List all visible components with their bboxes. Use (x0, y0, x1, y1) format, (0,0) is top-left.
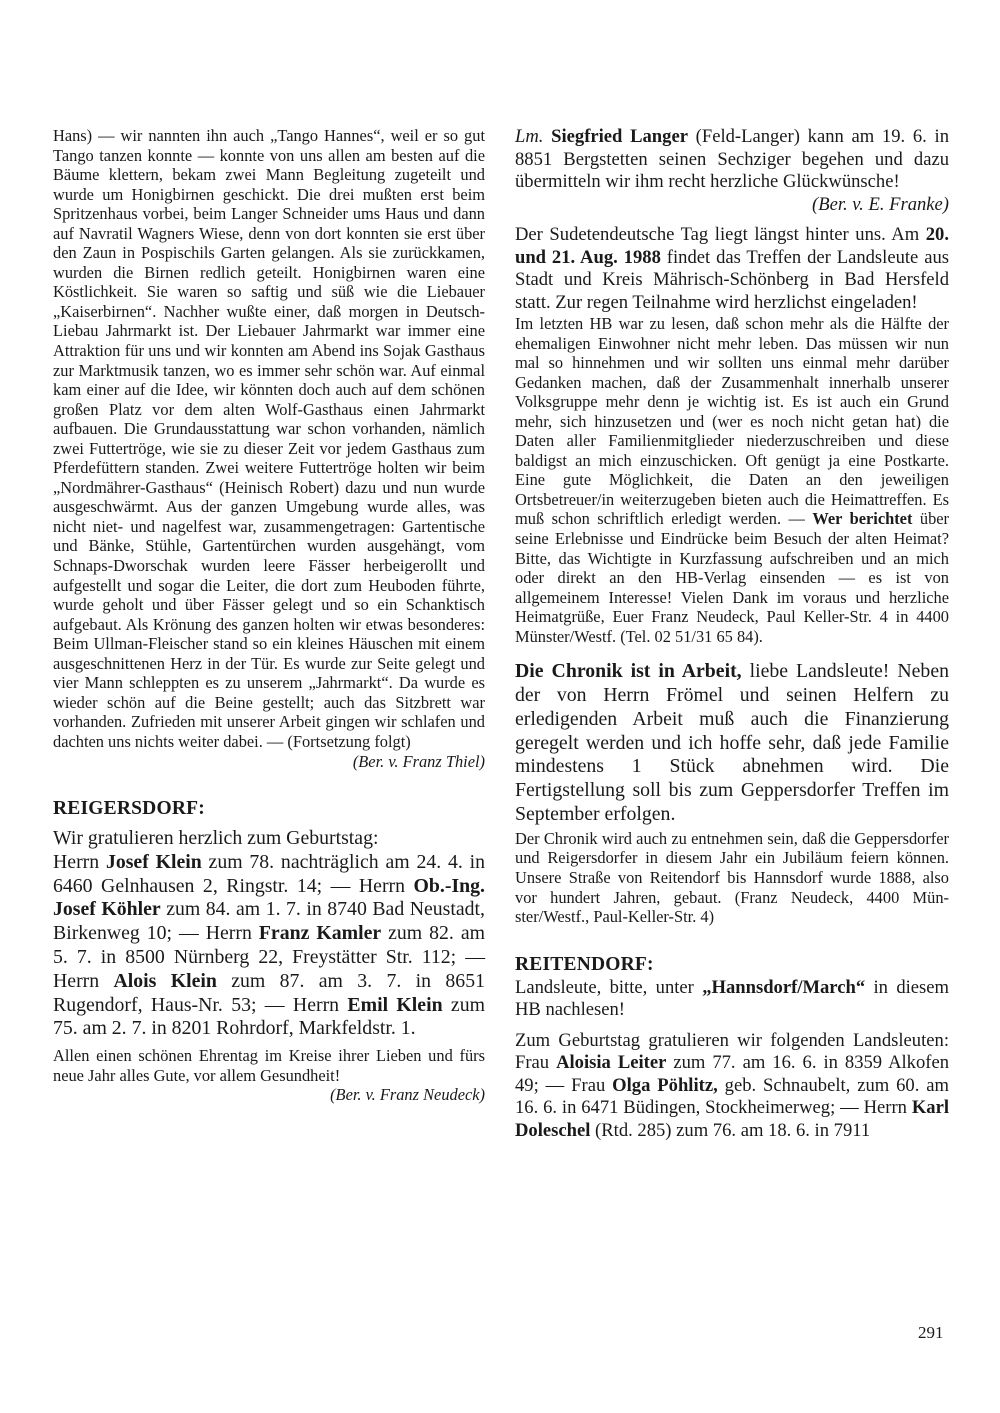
story-paragraph (53, 126, 485, 771)
reigersdorf-closing: Allen einen schönen Ehrentag im Kreise ihrer Lieben und fürs neue Jahr alles Gute, vor allem Gesundheit! (53, 1046, 485, 1085)
person-name: Josef Klein (105, 850, 202, 873)
person-name: Ob.-Ing. Josef Köhler (53, 874, 485, 921)
page-number: 291 (918, 1323, 944, 1342)
text-run: Zum Geburtstag gratulieren wir folgenden Landsleuten: Frau (515, 1029, 949, 1074)
text-run: findet das Treffen der Landsleute aus Stadt und Kreis Mährisch-Schönberg in Bad Hersfeld statt. Zur regen Teilnahme wird herzlichst eingeladen! (515, 246, 949, 313)
text-run: zum 75. am 2. 7. in 8201 Rohrdorf, Markfeldstr. 1. (53, 993, 485, 1040)
text-run: zum 84. am 1. 7. in 8740 Bad Neustadt, Birkenweg 10; — Herrn (53, 898, 485, 945)
langer-paragraph (515, 126, 949, 216)
text-run: zum 78. nachträglich am 24. 4. in 6460 Gelnhausen 2, Ringstr. 14; — Herrn (53, 850, 486, 897)
person-name: Franz Kamler (258, 922, 382, 945)
text-run: Der Sudetendeutsche Tag liegt längst hinter uns. Am (515, 224, 926, 245)
reitendorf-notice (515, 977, 949, 1022)
person-name: Emil Klein (347, 993, 443, 1016)
bold-phrase: Wer berichtet (812, 509, 913, 529)
chronik-paragraph (515, 660, 949, 827)
letzter-hb-paragraph (515, 314, 949, 646)
text-run: zum 77. am 16. 6. in 8359 Alkofen 49; — Frau (515, 1052, 949, 1096)
text-run: zum 82. am 5. 7. in 8500 Nürnberg 22, Freystätter Str. 112; — Herrn (53, 922, 485, 992)
section-heading-reitendorf: REITENDORF: (515, 953, 654, 975)
event-date: 20. und 21. Aug. 1988 (515, 224, 949, 268)
text-run: Herrn (53, 850, 106, 873)
text-run: geb. Schnaubelt, zum 60. am 16. 6. in 6471 Büdingen, Stockheimerweg; — Herrn (515, 1074, 950, 1119)
text-run: (Feld-Langer) kann am 19. 6. in 8851 Bergstetten seinen Sechziger begehen und dazu übermitteln wir ihm recht herzliche Glückwünsche! (515, 126, 949, 192)
langer-signature: (Ber. v. E. Franke) (812, 193, 949, 215)
text-run: (Rtd. 285) zum 76. am 18. 6. in 7911 (590, 1119, 871, 1141)
chronik-note: Der Chronik wird auch zu entnehmen sein, daß die Geppersdorfer und Reigersdorfer in diesem Jahr ein Jubiläum feiern können. Unsere Straße von Reitendorf bis Hannsdorf wurde 1888, also vor hundert Jahren, gebaut. (Franz Neudeck, 4400 Münster/Westf., Paul-Keller-Str. 4) (515, 828, 949, 927)
person-name: Siegfried Langer (551, 126, 688, 147)
bold-phrase: „Hannsdorf/March“ (702, 976, 866, 998)
bold-phrase: Die Chronik ist in Arbeit, (515, 660, 742, 683)
lm-abbrev: Lm. (515, 126, 544, 147)
reitendorf-birthdays (515, 1030, 949, 1143)
reigersdorf-intro: Wir gratulieren herzlich zum Geburtstag: (53, 827, 379, 850)
text-run: Im letzten HB war zu lesen, daß schon mehr als die Hälfte der ehemaligen Einwohner nicht mehr leben. Das müssen wir nun mal so hinnehmen und wir sollten uns einmal mehr darüber Gedanken machen, daß der Zusammenhalt innerhalb unserer Volksgruppe mehr denn je wichtig ist. Es ist auch ein Grund mehr, sich hinzusetzen und (wer es noch nicht getan hat) die Daten aller Familienmitglieder niederzuschreiben und diese baldigst an mich einzuschicken. Oft genügt ja eine Postkarte. Eine gute Möglichkeit, die Daten an den jeweiligen Ortsbetreuer/in weiterzugeben bieten auch die Heimattreffen. Es muß schon schriftlich erledigt werden. — (515, 314, 949, 529)
sudetentag-paragraph (515, 224, 949, 314)
text-run: über seine Erlebnisse und Eindrücke beim Besuch der alten Heimat? Bitte, das Wichtigte in Kurzfassung aufschreiben und an mich oder direkt an den HB-Verlag einsenden — es ist von allgemeinem Interesse! Vielen Dank im voraus und herzliche Heimatgrüße, Euer Franz Neudeck, Paul Keller-Str. 4 in 4400 Münster/Westf. (Tel. 02 51/31 65 84). (515, 509, 950, 646)
text-run: Landsleute, bitte, unter (515, 976, 703, 998)
person-name: Olga Pöhlitz, (612, 1074, 718, 1096)
text-run: liebe Landsleute! Neben der von Herrn Frömel und seinen Helfern zu erledigenden Arbeit muß auch die Finanzierung geregelt werden und ich hoffe sehr, daß jede Familie mindestens 1 Stück abnehmen wird. Die Fertigstellung soll bis zum Geppersdorfer Treffen im September erfolgen. (515, 660, 949, 826)
right-column (515, 126, 949, 1142)
section-heading-reigersdorf: REIGERSDORF: (53, 798, 205, 820)
text-run: zum 87. am 3. 7. in 8651 Rugendorf, Haus-Nr. 53; — Herrn (53, 969, 485, 1016)
story-text: Hans) — wir nannten ihn auch „Tango Hannes“, weil er so gut Tango tanzen konnte — konnte von uns allen am besten auf die Bäume klettern, bekam zwei Mann Begleitung zugeteilt und wurde um Honigbirnen geschickt. Die drei mußten erst beim Spritzenhaus vorbei, beim Langer Schneider ums Haus und dann auf Navratil Wagners Wiese, denn von dort konnten sie erst über den Zaun in Pospischils Garten gelangen. Als sie zurückkamen, wurden die Birnen redlich geteilt. Honigbirnen waren eine Köstlichkeit. Sie waren so saftig und süß wie die Liebauer „Kaiserbirnen“. Nachher wußte einer, daß morgen in Deutsch-Liebau Jahrmarkt ist. Der Liebauer Jahrmarkt war immer eine Attraktion für uns und wir konnten am Abend ins Sojak Gasthaus zur Marktmusik tanzen, wo es immer sehr schön war. Auf einmal kam einer auf die Idee, wir könnten doch auch auf dem schönen großen Platz vor dem alten Wolf-Gasthaus einen Jahrmarkt aufbauen. Die Grundausstattung war schon vorhanden, nämlich zwei Futtertröge, wie sie zu dieser Zeit vor jedem Gasthaus zum Pferdefüttern standen. Zwei weitere Futtertröge holten wir beim „Nordmährer-Gasthaus“ (Heinisch Robert) dazu und nun wurde ausgeschwärmt. Aus der ganzen Umgebung wurde alles, was nicht niet- und nagelfest war, zusammengetragen: Gartentische und Bänke, Stühle, Gartentürchen wurden ausgehängt, vom Schnaps-Dworschak wurden leere Fässer herbeigerollt und aufgestellt und sogar die Leiter, die dort zum Heuboden führte, wurde geholt und über Fässer gelegt und so ein Schanktisch aufgebaut. Als Krönung des ganzen holten wir etwas besonderes: Beim Ullman-Fleischer stand so ein kleines Häuschen mit einem ausgeschnittenen Herz in der Tür. Es wurde zur Seite gelegt und vier Mann schleppten es zu unserem „Jahrmarkt“. Da wurde es wieder schön auf die Beine gestellt; auch das Sitzbrett war vorhanden. Zufrieden mit unserer Arbeit gingen wir schlafen und dachten uns nichts weiter dabei. — (Fortsetzung folgt) (53, 126, 485, 751)
person-name: Aloisia Leiter (556, 1052, 667, 1074)
person-name: Karl Doleschel (515, 1097, 949, 1141)
person-name: Alois Klein (113, 969, 217, 992)
left-column (53, 126, 485, 1105)
reigersdorf-birthdays (53, 851, 485, 1041)
story-signature: (Ber. v. Franz Thiel) (352, 751, 485, 771)
reigersdorf-signature: (Ber. v. Franz Neudeck) (330, 1085, 485, 1105)
text-run: in diesem HB nachlesen! (515, 976, 949, 1021)
